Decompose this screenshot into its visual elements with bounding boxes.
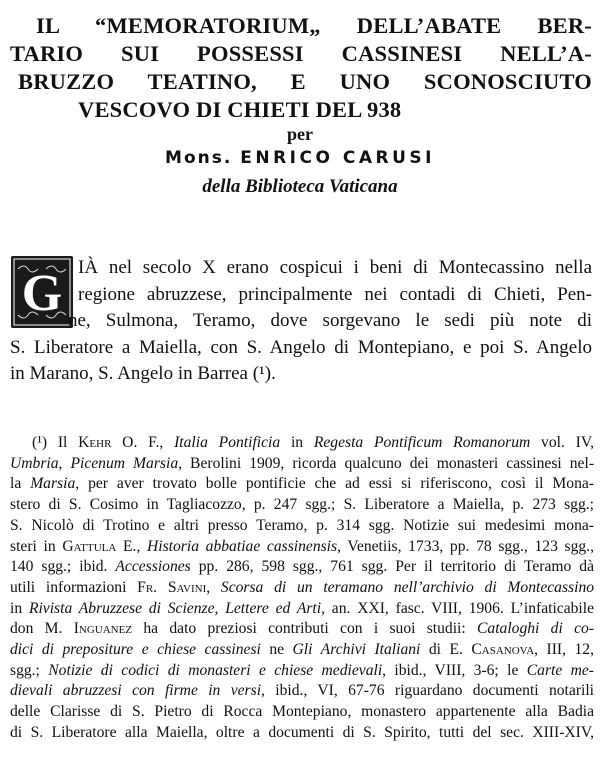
footnote-line: stero di S. Cosimo in Tagliacozzo, p. 247 sgg.; S. Liberatore a Maiella, p. 273 sgg.; <box>10 496 594 514</box>
footnote-line: 140 sgg.; ibid. Accessiones pp. 286, 598 sgg., 761 sgg. Per il territorio di Teramo dà <box>10 558 595 576</box>
drop-cap-letter: G <box>21 265 63 322</box>
footnote <box>10 433 594 744</box>
footnote-line: in Rivista Abruzzese di Scienze, Lettere ed Arti, an. XXI, fasc. VIII, 1906. L’infaticabile <box>10 599 595 617</box>
footnote-line: Umbria, Picenum Marsia, Berolini 1909, ricorda qualcuno dei monasteri cassinesi nel- <box>10 454 595 472</box>
body-line-3: ne, Sulmona, Teramo, dove sorgevano le sedi più note di <box>68 310 592 331</box>
byline-per: per <box>287 124 313 144</box>
footnote-line: steri in Gattula E., Historia abbatiae cassinensis, Venetiis, 1733, pp. 78 sgg., 123 sgg., <box>10 537 594 555</box>
footnote-line: dievali abruzzesi con firme in versi, ibid., VI, 67-76 riguardano documenti notarili <box>10 682 595 700</box>
footnote-line: sgg.; Notizie di codici di monasteri e chiese medievali, ibid., VIII, 3-6; le Carte me- <box>10 661 595 679</box>
footnote-line: la Marsia, per aver trovato bolle pontificie che ad essi si riferiscono, così il Mona- <box>10 475 594 493</box>
author-fullname: ENRICO CARUSI <box>240 148 435 168</box>
footnote-line: delle Clarisse di S. Pietro di Rocca Montepiano, monastero appartenente alla Badia <box>10 703 594 721</box>
body-line-4: S. Liberatore a Maiella, con S. Angelo di Montepiano, e poi S. Angelo <box>10 336 592 358</box>
title-line-4: VESCOVO DI CHIETI DEL 938 <box>78 97 402 122</box>
footnote-line: dici di prepositure e chiese cassinesi ne Gli Archivi Italiani di E. Casanova, III, 12, <box>10 641 594 659</box>
footnote-line: utili informazioni Fr. Savini, Scorsa di un teramano nell’archivio di Montecassino <box>10 578 595 596</box>
footnote-line: (¹) Il Kehr O. F., Italia Pontificia in Regesta Pontificum Romanorum vol. IV, <box>32 434 594 451</box>
body-line-1: IÀ nel secolo X erano cospicui i beni di Montecassino nella <box>78 257 592 278</box>
title-line-2: TARIO SUI POSSESSI CASSINESI NELL’A- <box>10 41 592 66</box>
footnote-line: di S. Liberatore alla Maiella, oltre a documenti di S. Spirito, tutti del sec. XIII-XIV, <box>10 723 594 741</box>
body-paragraph <box>10 255 592 388</box>
body-line-5: in Marano, S. Angelo in Barrea (¹). <box>10 363 276 384</box>
article-title <box>8 12 592 124</box>
author-name <box>0 148 600 168</box>
title-line-1: IL “MEMORATORIUM„ DELL’ABATE BER- <box>36 13 592 38</box>
body-line-2: regione abruzzese, principalmente nei contadi di Chieti, Pen- <box>78 283 592 305</box>
title-line-3: BRUZZO TEATINO, E UNO SCONOSCIUTO <box>18 69 592 94</box>
author-affiliation: della Biblioteca Vaticana <box>202 176 398 197</box>
author-prefix: Mons. <box>165 148 233 168</box>
footnote-line: don M. Inguanez ha dato preziosi contributi con i suoi studii: Cataloghi di co- <box>10 620 594 638</box>
footnote-line: S. Nicolò di Trotino e altri presso Teramo, p. 314 sgg. Notizie sui medesimi mona- <box>10 516 594 534</box>
